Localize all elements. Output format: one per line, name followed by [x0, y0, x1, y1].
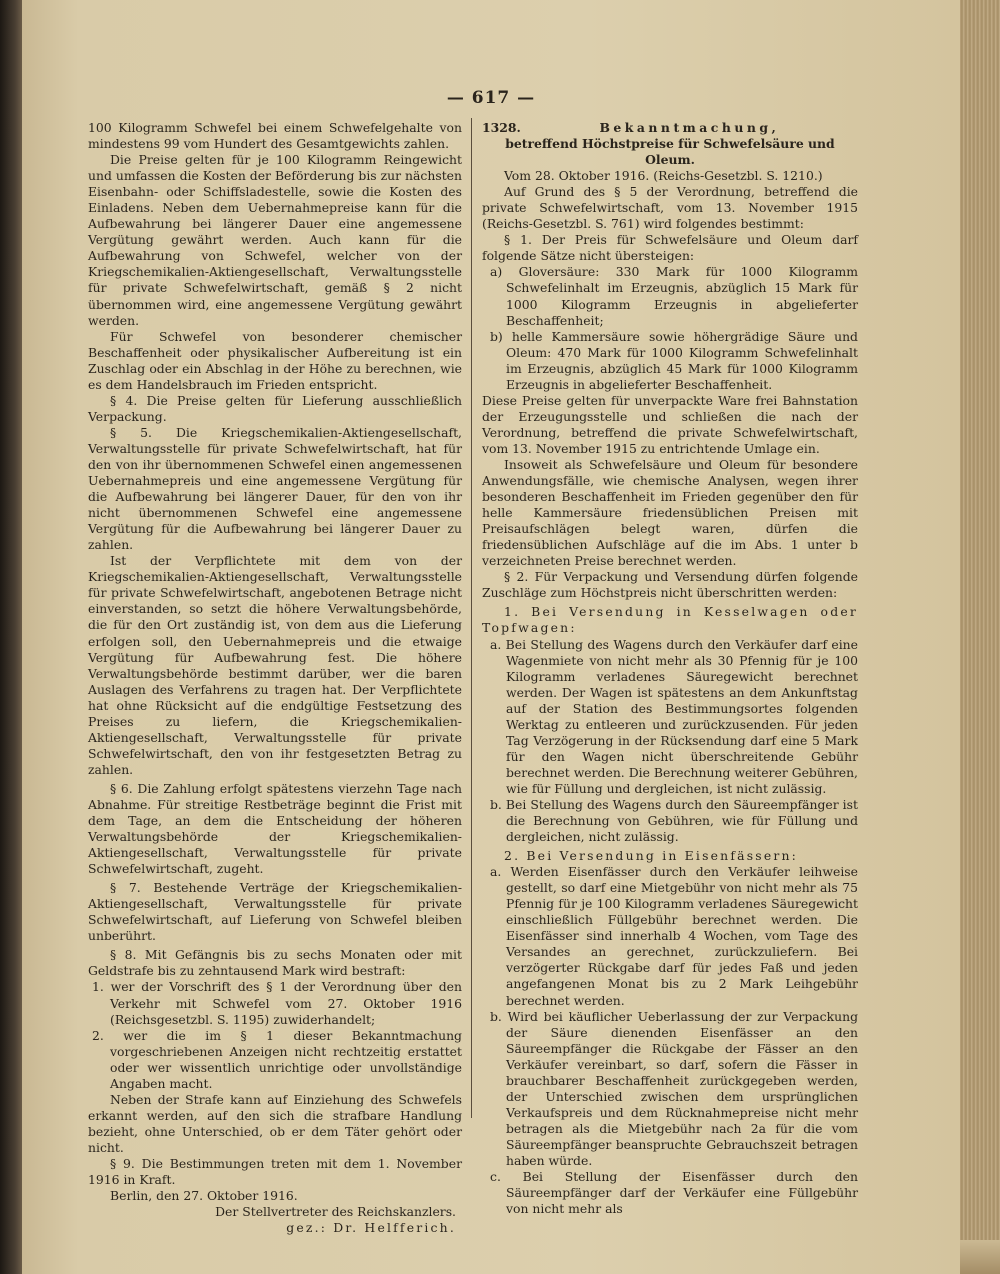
subsection-heading: 1. Bei Versendung in Kesselwagen oder Topfwagen:: [482, 604, 858, 636]
announcement-title: Bekanntmachung,: [599, 120, 780, 135]
section-2: § 2. Für Verpackung und Versendung dürfen folgende Zuschläge zum Höchstpreis nicht überschritten werden:: [482, 569, 858, 601]
section-6: § 6. Die Zahlung erfolgt spätestens vierzehn Tage nach Abnahme. Für streitige Restbeträge beginnt die Frist mit dem Tage, an dem die Entscheidung der höheren Verwaltungsbehörde der Kriegschemikalien-Aktiengesellschaft, Verwaltungsstelle für private Schwefelwirtschaft, zugeht.: [88, 780, 462, 877]
list-item-b: b) helle Kammersäure sowie höhergrädige Säure und Oleum: 470 Mark für 1000 Kilogramm Schwefelinhalt im Erzeugnis, abzüglich 45 Mark für 1000 Kilogramm Erzeugnis in abgelieferter Beschaffenheit.: [490, 328, 858, 392]
announcement-subheading: betreffend Höchstpreise für Schwefelsäure und Oleum.: [505, 136, 835, 168]
right-column: [482, 120, 858, 1217]
paragraph: Für Schwefel von besonderer chemischer Beschaffenheit oder physikalischer Aufbereitung ist ein Zuschlag oder ein Abschlag in der Höhe zu berechnen, wie es dem Handelsbrauch im Frieden entspricht.: [88, 328, 462, 392]
paragraph: Insoweit als Schwefelsäure und Oleum für besondere Anwendungsfälle, wie chemische Analysen, wegen ihrer besonderen Beschaffenheit im Frieden gegenüber den für helle Kammersäure friedensüblichen Preisen mit Preisaufschlägen belegt waren, dürfen die friedensüblichen Aufschläge auf die im Abs. 1 unter b verzeichneten Preise berechnet werden.: [482, 456, 858, 569]
section-8: § 8. Mit Gefängnis bis zu sechs Monaten oder mit Geldstrafe bis zu zehntausend Mark wird bestraft:: [88, 947, 462, 979]
dateline: Vom 28. Oktober 1916. (Reichs-Gesetzbl. S. 1210.): [504, 168, 823, 184]
page-number: — 617 —: [446, 88, 536, 108]
list-item: c. Bei Stellung der Eisenfässer durch den Säureempfänger darf der Verkäufer eine Füllgebühr von nicht mehr als: [490, 1169, 858, 1217]
column-divider: [471, 118, 472, 1118]
paragraph: Die Preise gelten für je 100 Kilogramm Reingewicht und umfassen die Kosten der Beförderung bis zur nächsten Eisenbahn- oder Schiffsladestelle, sowie die Kosten des Einladens. Neben dem Uebernahmepreise kann für die Aufbewahrung bei längerer Dauer eine angemessene Vergütung gewährt werden. Auch kann für die Aufbewahrung von Schwefel, welcher von der Kriegschemikalien-Aktiengesellschaft, Verwaltungsstelle für private Schwefelwirtschaft, gemäß § 2 nicht übernommen wird, eine angemessene Vergütung gewährt werden.: [88, 152, 462, 328]
book-page-edges-right: [960, 0, 1000, 1274]
list-item: 1. wer der Vorschrift des § 1 der Verordnung über den Verkehr mit Schwefel vom 27. Oktober 1916 (Reichsgesetzbl. S. 1195) zuwiderhandelt;: [92, 979, 462, 1027]
paragraph: Neben der Strafe kann auf Einziehung des Schwefels erkannt werden, auf den sich die strafbare Handlung bezieht, ohne Unterschied, ob er dem Täter gehört oder nicht.: [88, 1091, 462, 1155]
announcement-number: 1328.: [482, 120, 521, 135]
list-item: b. Bei Stellung des Wagens durch den Säureempfänger ist die Berechnung von Gebühren, wie für Füllung und dergleichen, nicht zulässig.: [490, 796, 858, 845]
section-7: § 7. Bestehende Verträge der Kriegschemikalien-Aktiengesellschaft, Verwaltungsstelle für private Schwefelwirtschaft, auf Lieferung von Schwefel bleiben unberührt.: [88, 880, 462, 944]
book-spine-left: [0, 0, 22, 1274]
announcement-header: [482, 120, 858, 136]
paragraph: 100 Kilogramm Schwefel bei einem Schwefelgehalte von mindestens 99 vom Hundert des Gesamtgewichts zahlen.: [88, 120, 462, 152]
list-item: 2. wer die im § 1 dieser Bekanntmachung vorgeschriebenen Anzeigen nicht rechtzeitig erstattet oder wer wissentlich unrichtige oder unvollständige Angaben macht.: [92, 1027, 462, 1091]
paragraph: Ist der Verpflichtete mit dem von der Kriegschemikalien-Aktiengesellschaft, Verwaltungsstelle für private Schwefelwirtschaft, angebotenen Betrage nicht einverstanden, so setzt die höhere Verwaltungsbehörde, die für den Ort zuständig ist, von dem aus die Lieferung erfolgen soll, den Uebernahmepreis und die etwaige Vergütung für Aufbewahrung fest. Die höhere Verwaltungsbehörde bestimmt darüber, wer die baren Auslagen des Verfahrens zu tragen hat. Der Verpflichtete hat ohne Rücksicht auf die endgültige Festsetzung des Preises zu liefern, die Kriegschemikalien-Aktiengesellschaft, Verwaltungsstelle für private Schwefelwirtschaft, den von ihr festgesetzten Betrag zu zahlen.: [88, 553, 462, 777]
paragraph: Diese Preise gelten für unverpackte Ware frei Bahnstation der Erzeugungsstelle und schließen die nach der Verordnung, betreffend die private Schwefelwirtschaft, vom 13. November 1915 zu entrichtende Umlage ein.: [482, 392, 858, 456]
left-column: [88, 120, 462, 1236]
list-item: b. Wird bei käuflicher Ueberlassung der zur Verpackung der Säure dienenden Eisenfässer an den Säureempfänger die Rückgabe der Fässer an den Verkäufer vereinbart, so darf, sofern die Fässer in brauchbarer Beschaffenheit zurückgegeben werden, der Unterschied zwischen dem ursprünglichen Verkaufspreis und dem Rücknahmepreise nicht mehr betragen als die Mietgebühr nach 2a für die vom Säureempfänger beanspruchte Gebrauchszeit betragen haben würde.: [490, 1008, 858, 1168]
section-1: § 1. Der Preis für Schwefelsäure und Oleum darf folgende Sätze nicht übersteigen:: [482, 232, 858, 264]
list-item: a. Werden Eisenfässer durch den Verkäufer leihweise gestellt, so darf eine Mietgebühr von nicht mehr als 75 Pfennig für je 100 Kilogramm verladenes Säuregewicht einschließlich Füllgebühr berechnet werden. Die Eisenfässer sind innerhalb 4 Wochen, vom Tage des Versandes an gerechnet, zurückzuliefern. Bei verzögerter Rückgabe darf für jedes Faß und jeden angefangenen Monat bis zu 2 Mark Leihgebühr berechnet werden.: [490, 864, 858, 1008]
section-4: § 4. Die Preise gelten für Lieferung ausschließlich Verpackung.: [88, 392, 462, 424]
signature-name: gez.: Dr. Helfferich.: [286, 1220, 456, 1236]
list-item: a. Bei Stellung des Wagens durch den Verkäufer darf eine Wagenmiete von nicht mehr als 30 Pfennig für je 100 Kilogramm verladenes Säuregewicht berechnet werden. Der Wagen ist spätestens an dem Ankunftstag auf der Station des Bestimmungsortes folgenden Werktag zu entleeren und zurückzusenden. Für jeden Tag Verzögerung in der Rücksendung darf eine 5 Mark für den Wagen nicht überschreitende Gebühr berechnet werden. Die Berechnung weiterer Gebühren, wie für Füllung und dergleichen, ist nicht zulässig.: [490, 636, 858, 796]
document-page: [22, 0, 960, 1274]
subsection-heading: 2. Bei Versendung in Eisenfässern:: [504, 848, 799, 864]
place-date: Berlin, den 27. Oktober 1916.: [110, 1188, 298, 1204]
section-9: § 9. Die Bestimmungen treten mit dem 1. November 1916 in Kraft.: [88, 1156, 462, 1188]
paragraph: Auf Grund des § 5 der Verordnung, betreffend die private Schwefelwirtschaft, vom 13. November 1915 (Reichs-Gesetzbl. S. 761) wird folgendes bestimmt:: [482, 184, 858, 232]
list-item-a: a) Gloversäure: 330 Mark für 1000 Kilogramm Schwefelinhalt im Erzeugnis, abzüglich 15 Mark für 1000 Kilogramm Erzeugnis in abgelieferter Beschaffenheit;: [490, 264, 858, 328]
section-5: § 5. Die Kriegschemikalien-Aktiengesellschaft, Verwaltungsstelle für private Schwefelwirtschaft, hat für den von ihr übernommenen Schwefel einen angemessenen Uebernahmepreis und eine angemessene Vergütung für die Aufbewahrung bei längerer Dauer, für den von ihr nicht übernommenen Schwefel eine angemessene Vergütung für die Aufbewahrung bei längerer Dauer zu zahlen.: [88, 424, 462, 553]
signature-title: Der Stellvertreter des Reichskanzlers.: [215, 1204, 456, 1220]
